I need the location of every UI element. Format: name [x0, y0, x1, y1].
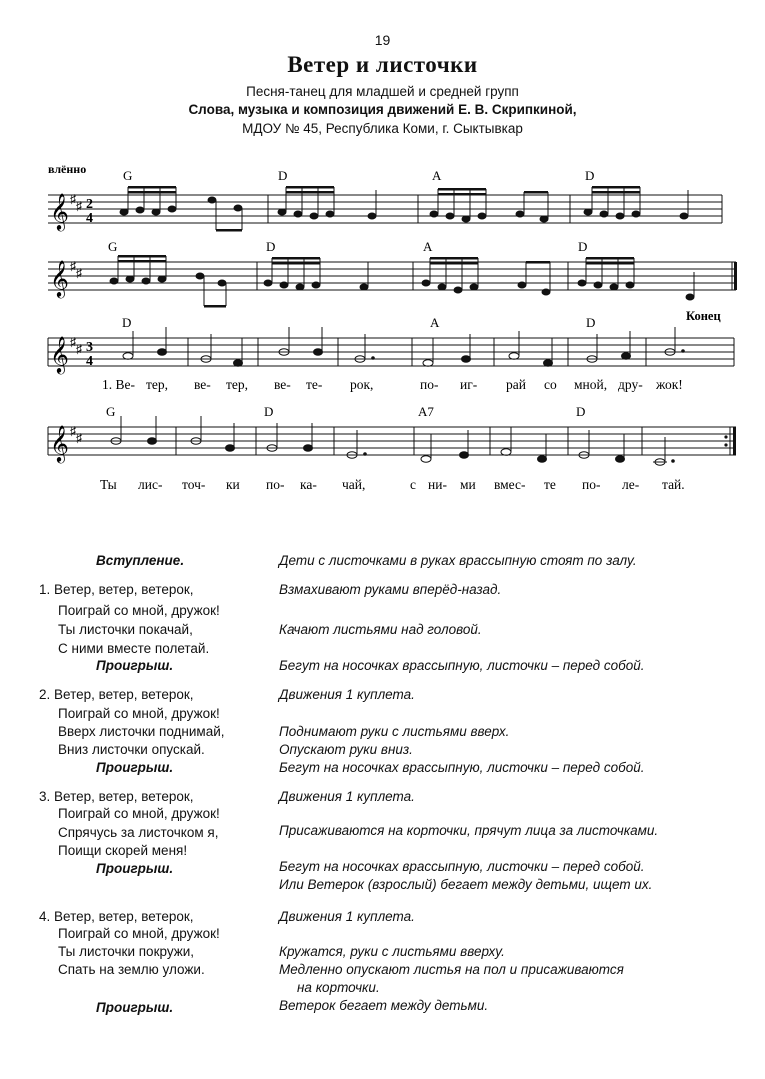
instruction-text: Качают листьями над головой. [279, 622, 482, 637]
lyric-syllable: по- [582, 477, 601, 492]
chord-symbol: D [266, 239, 276, 254]
verse-line: Поиграй со мной, дружок! [58, 806, 220, 821]
section-label: Проигрыш. [96, 658, 174, 673]
chord-symbol: G [108, 239, 118, 254]
song-credits: Слова, музыка и композиция движений Е. В. Скрипкиной, [188, 102, 577, 117]
instruction-text: Дети с листочками в руках врассыпную стоят по залу. [279, 553, 637, 568]
chord-symbol: A [423, 239, 433, 254]
instruction-text: Бегут на носочках врассыпную, листочки – перед собой. [279, 658, 645, 673]
lyric-syllable: чай, [342, 477, 366, 492]
lyric-syllable: лис- [138, 477, 163, 492]
treble-clef-icon: 𝄞 [50, 336, 69, 372]
key-signature-icon: ♯ [70, 424, 76, 438]
key-signature-icon: ♯ [76, 342, 82, 356]
section-label: Вступление. [96, 553, 185, 568]
chord-symbol: D [578, 239, 588, 254]
lyric-syllable: жок! [656, 377, 683, 392]
section-label: Проигрыш. [96, 861, 174, 876]
instruction-text: Опускают руки вниз. [279, 742, 413, 757]
instruction-text: Кружатся, руки с листьями вверху. [279, 944, 505, 959]
instruction-text: Движения 1 куплета. [279, 687, 415, 702]
instruction-text: Бегут на носочках врассыпную, листочки – перед собой. [279, 760, 645, 775]
song-institution: МДОУ № 45, Республика Коми, г. Сыктывкар [242, 121, 523, 136]
instruction-text: Взмахивают руками вперёд-назад. [279, 582, 502, 597]
chord-symbol: D [586, 315, 596, 330]
tempo-marking: влённо [48, 162, 87, 176]
key-signature-icon: ♯ [76, 266, 82, 280]
key-signature-icon: ♯ [70, 192, 76, 206]
lyrics-line-2 [100, 477, 685, 492]
chord-symbol: G [123, 168, 133, 183]
verse-line: Спрячусь за листочком я, [58, 825, 219, 840]
chord-symbol: D [122, 315, 132, 330]
lyrics-line-1 [102, 377, 683, 392]
chord-symbol: D [264, 404, 274, 419]
lyric-syllable: со [544, 377, 557, 392]
lyric-syllable: тай. [662, 477, 685, 492]
lyric-syllable: рай [506, 377, 526, 392]
treble-clef-icon: 𝄞 [50, 425, 69, 461]
lyric-syllable: ки [226, 477, 240, 492]
verse-line: 3. Ветер, ветер, ветерок, [39, 789, 194, 804]
lyric-syllable: ве- [194, 377, 211, 392]
lyric-syllable: ми [460, 477, 476, 492]
lyric-syllable: рок, [350, 377, 374, 392]
key-signature-icon: ♯ [76, 199, 82, 213]
chord-symbol: A [430, 315, 440, 330]
verse-line: Поиграй со мной, дружок! [58, 926, 220, 941]
lyric-syllable: по- [420, 377, 439, 392]
time-signature-top: 2 [86, 197, 93, 212]
chord-symbol: D [576, 404, 586, 419]
chord-symbol: A [432, 168, 442, 183]
instruction-text: Присаживаются на корточки, прячут лица за листочками. [279, 823, 659, 838]
song-subtitle: Песня-танец для младшей и средней групп [246, 84, 519, 99]
section-label: Проигрыш. [96, 760, 174, 775]
end-marking: Конец [686, 309, 721, 323]
time-signature-bottom: 4 [86, 354, 93, 369]
key-signature-icon: ♯ [70, 335, 76, 349]
lyric-syllable: мной, [574, 377, 608, 392]
lyric-syllable: по- [266, 477, 285, 492]
time-signature-top: 3 [86, 340, 93, 355]
lyric-syllable: иг- [460, 377, 478, 392]
verse-line: Вниз листочки опускай. [58, 742, 205, 757]
lyric-syllable: дру- [618, 377, 643, 392]
section-label: Проигрыш. [96, 1000, 174, 1015]
lyric-syllable: Ты [100, 477, 117, 492]
lyric-syllable: те [544, 477, 556, 492]
instruction-text: Медленно опускают листья на пол и присаживаются [279, 962, 624, 977]
lyric-syllable: тер, [226, 377, 249, 392]
key-signature-icon: ♯ [70, 259, 76, 273]
verse-line: 1. Ветер, ветер, ветерок, [39, 582, 194, 597]
verse-line: Ты листочки покачай, [58, 622, 193, 637]
notes-staff-3 [123, 327, 684, 366]
page-number: 19 [374, 32, 391, 48]
treble-clef-icon: 𝄞 [50, 260, 69, 296]
instruction-text: Или Ветерок (взрослый) бегает между детьми, ищет их. [279, 877, 653, 892]
lyric-syllable: 1. Ве- [102, 377, 135, 392]
lyric-syllable: ни- [428, 477, 447, 492]
verse-line: 4. Ветер, ветер, ветерок, [39, 909, 194, 924]
key-signature-icon: ♯ [76, 431, 82, 445]
verse-line: С ними вместе полетай. [58, 641, 210, 656]
verse-line: Вверх листочки поднимай, [58, 724, 225, 739]
lyric-syllable: точ- [182, 477, 206, 492]
instruction-text: Ветерок бегает между детьми. [279, 998, 489, 1013]
verse-line: Поиграй со мной, дружок! [58, 603, 220, 618]
time-signature-bottom: 4 [86, 211, 93, 226]
sheet-music [0, 150, 765, 495]
verse-line: Поиграй со мной, дружок! [58, 706, 220, 721]
lyric-syllable: ка- [300, 477, 317, 492]
verse-line: Ты листочки покружи, [58, 944, 195, 959]
verse-line: Поищи скорей меня! [58, 843, 188, 858]
verse-line: 2. Ветер, ветер, ветерок, [39, 687, 194, 702]
song-title: Ветер и листочки [287, 52, 478, 77]
lyric-syllable: ве- [274, 377, 291, 392]
lyric-syllable: вмес- [494, 477, 526, 492]
instruction-text: Бегут на носочках врассыпную, листочки – перед собой. [279, 859, 645, 874]
chord-symbol: D [585, 168, 595, 183]
lyric-syllable: ле- [622, 477, 640, 492]
verse-line: Спать на землю уложи. [58, 962, 205, 977]
staff-3 [48, 338, 734, 366]
instruction-text: Движения 1 куплета. [279, 789, 415, 804]
treble-clef-icon: 𝄞 [50, 193, 69, 229]
instruction-text: Поднимают руки с листьями вверх. [279, 724, 510, 739]
instruction-text: на корточки. [297, 980, 380, 995]
lyric-syllable: тер, [146, 377, 169, 392]
chord-symbol: G [106, 404, 116, 419]
lyric-syllable: те- [306, 377, 323, 392]
chord-symbol: D [278, 168, 288, 183]
chord-symbol: A7 [418, 404, 434, 419]
lyric-syllable: с [410, 477, 416, 492]
instruction-text: Движения 1 куплета. [279, 909, 415, 924]
notes-staff-2 [110, 255, 694, 308]
